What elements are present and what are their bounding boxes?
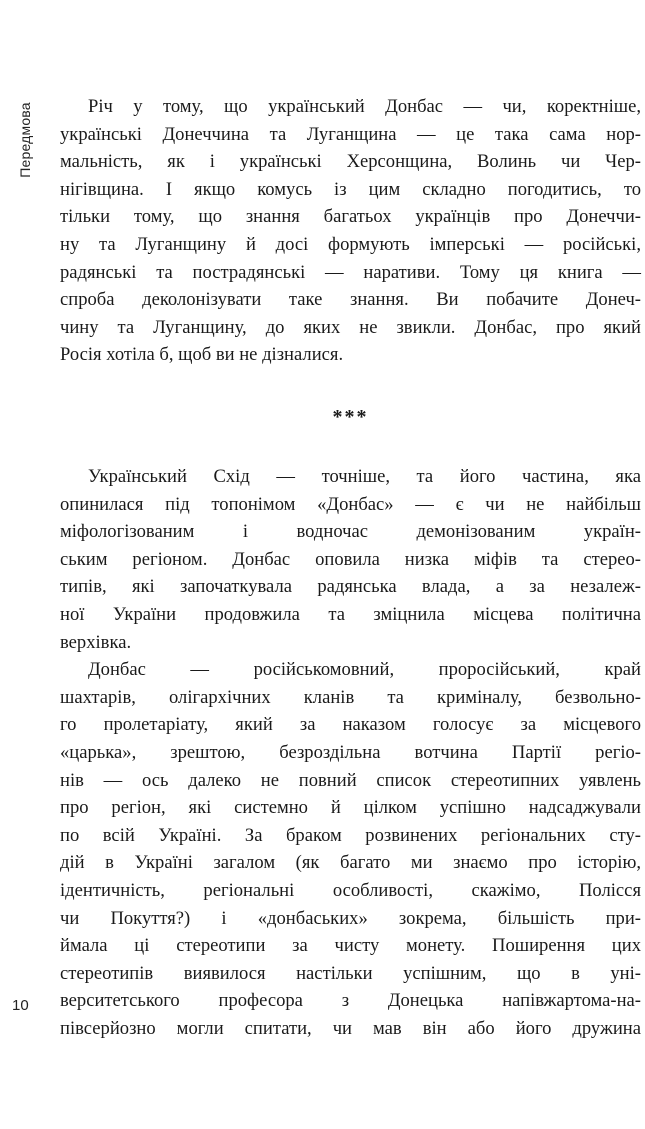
text-line: спроба деколонізувати таке знання. Ви побачите Донеч- — [60, 289, 641, 311]
text-line: шахтарів, олігархічних кланів та криміналу, безвольно- — [60, 686, 641, 708]
text-line: чи Покуття?) і «донбаських» зокрема, більшість при- — [60, 907, 641, 929]
text-line: го пролетаріату, який за наказом голосує за місцевого — [60, 714, 641, 736]
text-line: ським регіоном. Донбас оповила низка міфів та стерео- — [60, 548, 641, 570]
text-line: ну та Луганщину й досі формують імперські — російські, — [60, 233, 641, 255]
page-number: 10 — [12, 997, 29, 1014]
paragraph-1 — [60, 93, 641, 369]
running-header-title: Передмова — [17, 102, 33, 178]
text-line: ідентичність, регіональні особливості, скажімо, Полісся — [60, 879, 641, 901]
text-line: верситетського професора з Донецька напівжартома-на- — [60, 990, 641, 1012]
text-line: «царька», зрештою, безроздільна вотчина Партії регіо- — [60, 741, 641, 763]
text-line: Росія хотіла б, щоб ви не дізналися. — [60, 344, 344, 366]
running-header — [14, 95, 36, 185]
text-line: українські Донеччина та Луганщина — це така сама нор- — [60, 123, 641, 145]
text-line: Річ у тому, що український Донбас — чи, коректніше, — [88, 96, 641, 117]
text-line: нігівщина. І якщо комусь із цим складно погодитись, то — [60, 178, 641, 200]
text-line: типів, які започаткувала радянська влада, а за незалеж- — [60, 576, 641, 598]
text-line: чину та Луганщину, до яких не звикли. Донбас, про який — [60, 316, 641, 338]
text-line: по всій Україні. За браком розвинених регіональних сту- — [60, 824, 641, 846]
paragraph-2-3 — [60, 463, 641, 1042]
text-line: міфологізованим і водночас демонізованим україн- — [60, 521, 641, 543]
text-line: стереотипів виявилося настільки успішним, що в уні- — [60, 962, 641, 984]
text-line: радянські та пострадянські — наративи. Тому ця книга — — [60, 261, 641, 283]
text-line: ймала ці стереотипи за чисту монету. Поширення цих — [60, 935, 641, 957]
text-line: ної України продовжила та зміцнила місцева політична — [60, 603, 641, 625]
text-line: дій в Україні загалом (як багато ми знаємо про історію, — [60, 852, 641, 874]
text-line: верхівка. — [60, 631, 132, 653]
text-line: Донбас — російськомовний, проросійський, край — [88, 659, 641, 681]
text-line: про регіон, які системно й цілком успішно надсаджували — [60, 797, 641, 819]
text-line: тільки тому, що знання багатьох українців про Донеччи- — [60, 206, 641, 228]
text-line: півсерйозно могли спитати, чи мав він або його дружина — [60, 1017, 641, 1039]
text-line: Український Схід — точніше, та його частина, яка — [88, 466, 641, 487]
text-line: опинилася під топонімом «Донбас» — є чи не найбільш — [60, 493, 641, 515]
text-line: нів — ось далеко не повний список стереотипних уявлень — [60, 769, 641, 791]
text-line: мальність, як і українські Херсонщина, Волинь чи Чер- — [60, 151, 641, 173]
section-separator: *** — [332, 406, 369, 428]
